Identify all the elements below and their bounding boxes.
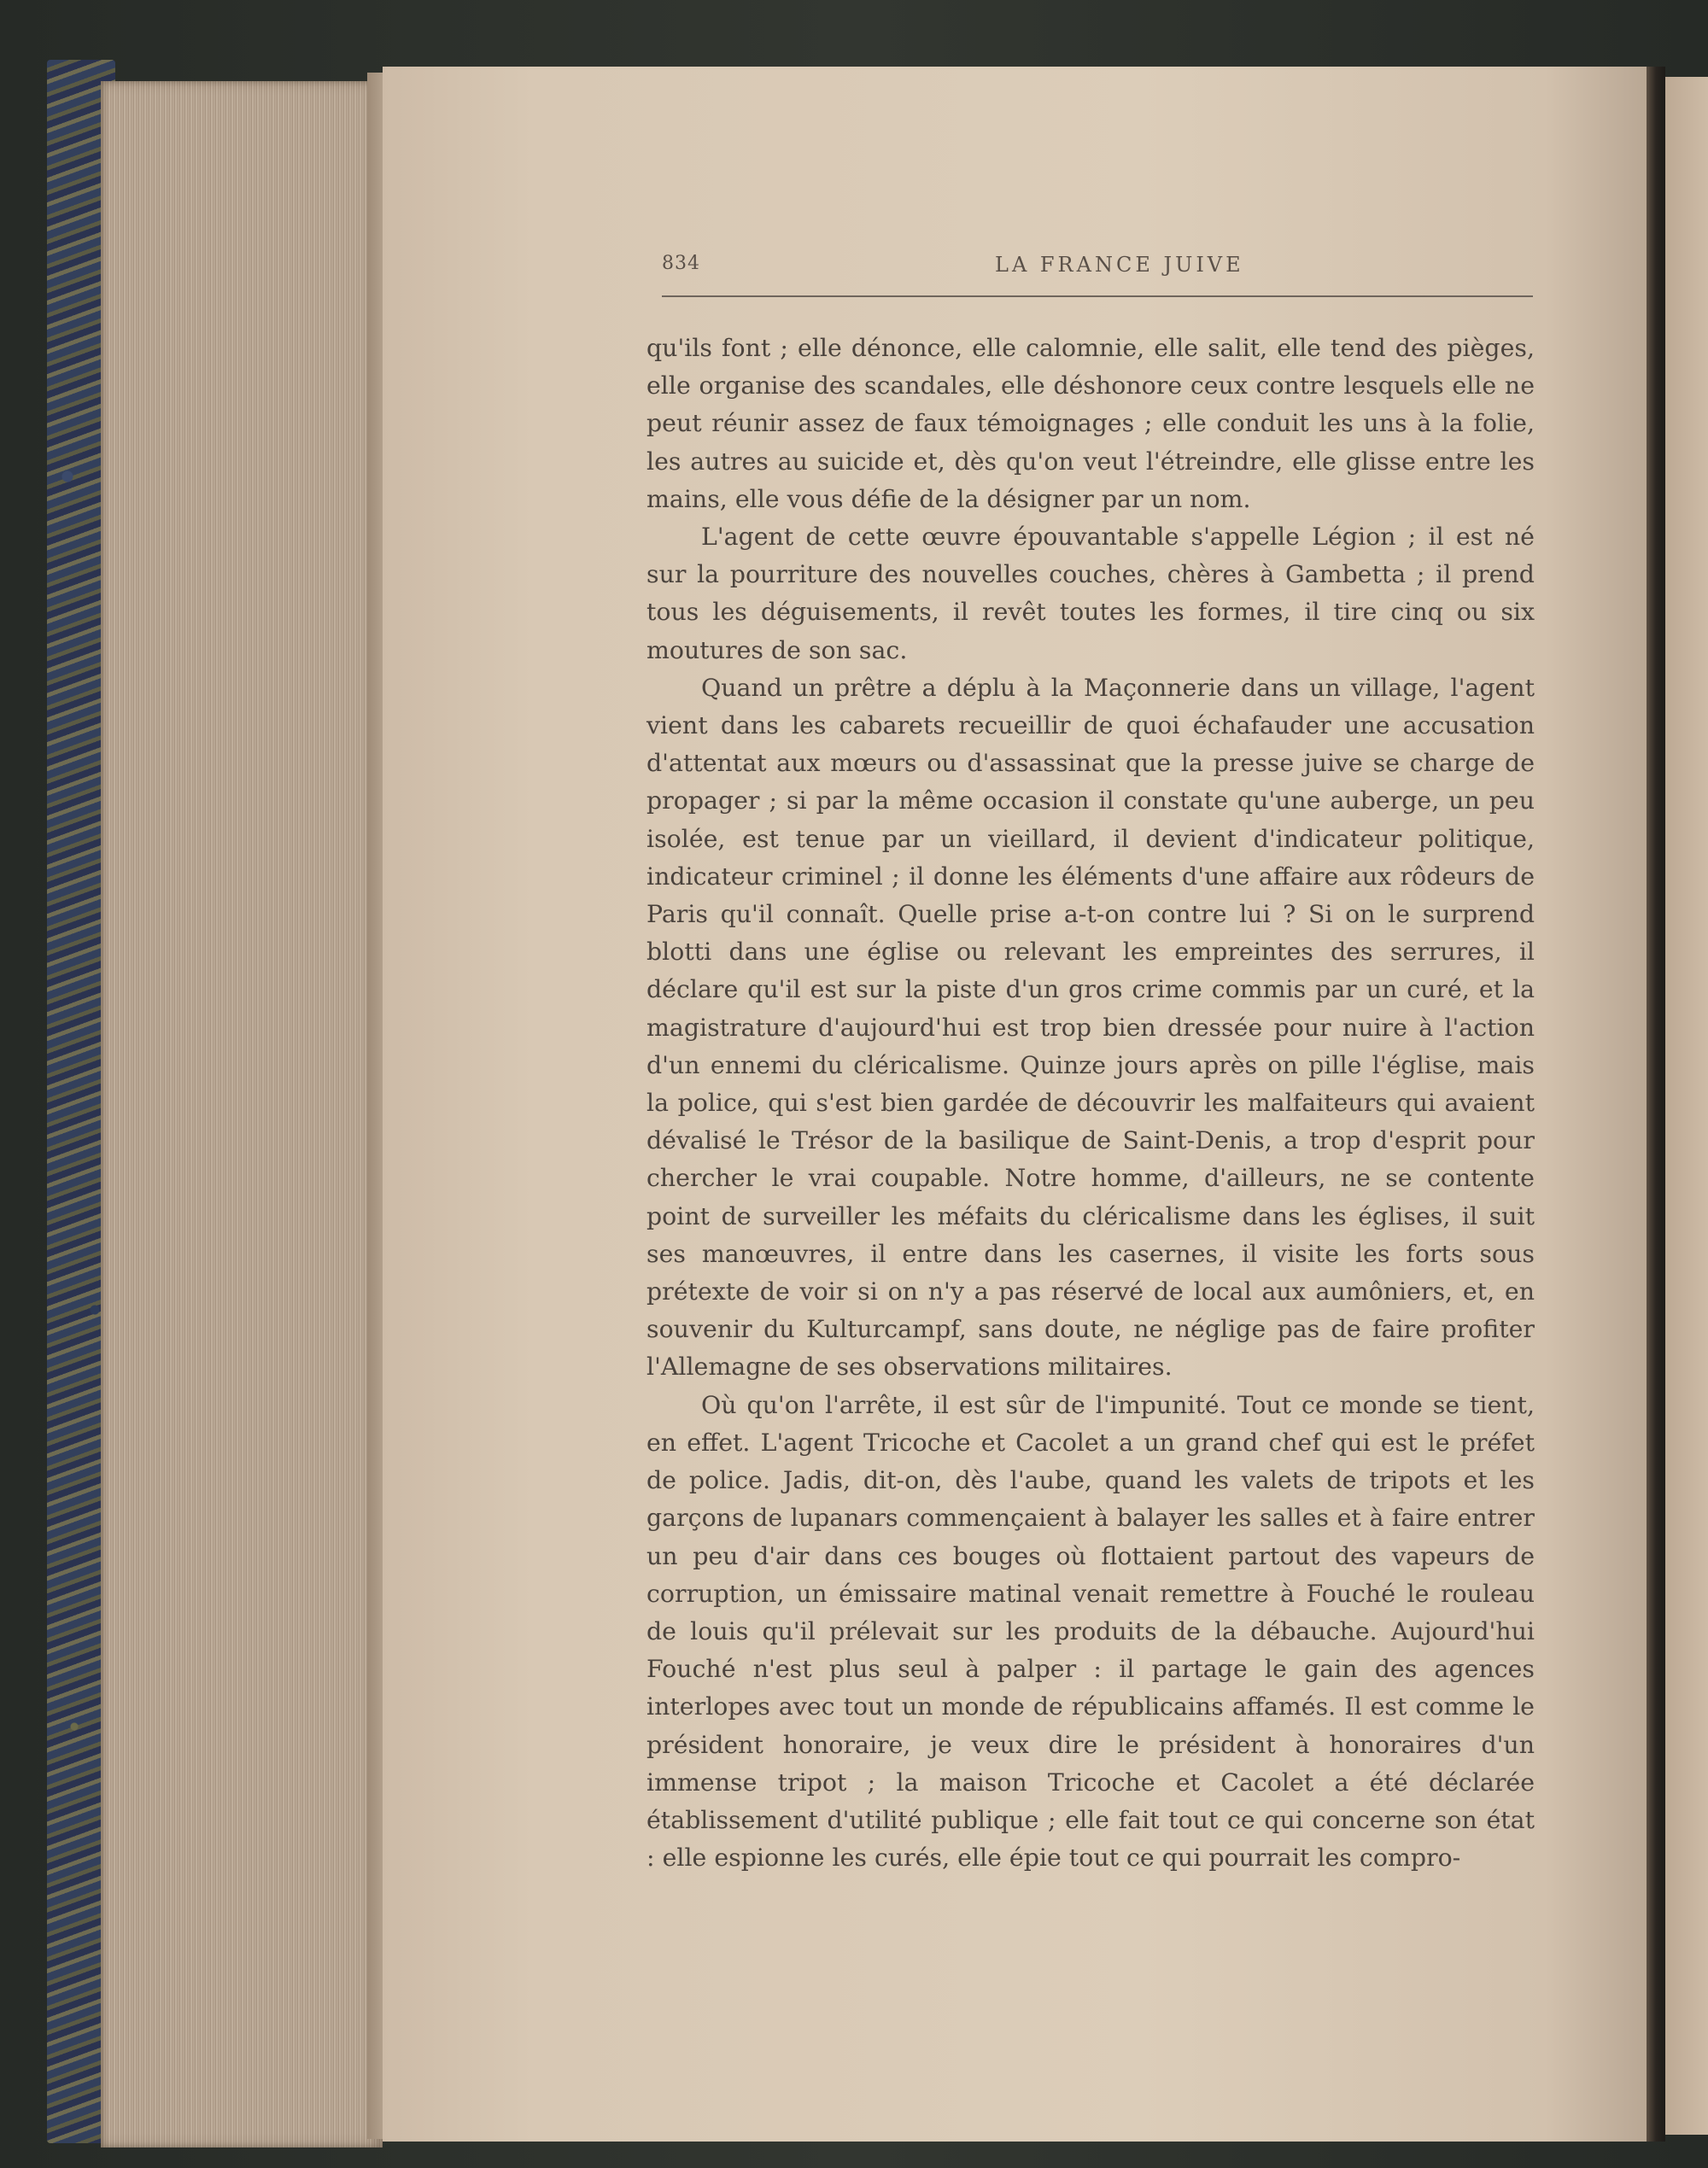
- paragraph: L'agent de cette œuvre épouvantable s'appelle Légion ; il est né sur la pourriture des nouvelles couches, chères à Gambetta ; il prend tous les déguisements, il revêt toutes les formes, il tire cinq ou six moutures de son sac.: [646, 523, 1535, 664]
- facing-page-edge: [1665, 77, 1708, 2135]
- page-number: 834: [662, 253, 700, 274]
- header-rule: [662, 295, 1533, 297]
- page-block-edges: [101, 81, 383, 2148]
- paragraph-continued: qu'ils font ; elle dénonce, elle calomnie, elle salit, elle tend des pièges, elle organise des scandales, elle déshonore ceux contre lesquels elle ne peut réunir assez de faux témoignages ; elle conduit les uns à la folie, les autres au suicide et, dès qu'on veut l'étreindre, elle glisse entre les mains, elle vous défie de la désigner par un nom.: [646, 334, 1535, 513]
- body-text: [646, 330, 1535, 1877]
- running-header: [662, 253, 1533, 287]
- page-fold-shadow: [1647, 67, 1665, 2142]
- paragraph: Quand un prêtre a déplu à la Maçonnerie dans un village, l'agent vient dans les cabarets recueillir de quoi échafauder une accusation d'attentat aux mœurs ou d'assassinat que la presse juive se charge de propager ; si par la même occasion il constate qu'une auberge, un peu isolée, est tenue par un vieillard, il devient d'indicateur politique, indicateur criminel ; il donne les éléments d'une affaire aux rôdeurs de Paris qu'il connaît. Quelle prise a-t-on contre lui ? Si on le surprend blotti dans une église ou relevant les empreintes des serrures, il déclare qu'il est sur la piste d'un gros crime commis par un curé, et la magistrature d'aujourd'hui est trop bien dressée pour nuire à l'action d'un ennemi du cléricalisme. Quinze jours après on pille l'église, mais la police, qui s'est bien gardée de découvrir les malfaiteurs qui avaient dévalisé le Trésor de la basilique de Saint-Denis, a trop d'esprit pour chercher le vrai coupable. Notre homme, d'ailleurs, ne se contente point de surveiller les méfaits du cléricalisme dans les églises, il suit ses manœuvres, il entre dans les casernes, il visite les forts sous prétexte de voir si on n'y a pas réservé de local aux aumôniers, et, en souvenir du Kulturcampf, sans doute, ne néglige pas de faire profiter l'Allemagne de ses observations militaires.: [646, 673, 1535, 1382]
- running-title: LA FRANCE JUIVE: [995, 253, 1244, 277]
- paragraph: Où qu'on l'arrête, il est sûr de l'impunité. Tout ce monde se tient, en effet. L'agent Tricoche et Cacolet a un grand chef qui est le préfet de police. Jadis, dit-on, dès l'aube, quand les valets de tripots et les garçons de lupanars commençaient à balayer les salles et à faire entrer un peu d'air dans ces bouges où flottaient partout des vapeurs de corruption, un émissaire matinal venait remettre à Fouché le rouleau de louis qu'il prélevait sur les produits de la débauche. Aujourd'hui Fouché n'est plus seul à palper : il partage le gain des agences interlopes avec tout un monde de républicains affamés. Il est comme le président honoraire, je veux dire le président à honoraires d'un immense tripot ; la maison Tricoche et Cacolet a été déclarée établissement d'utilité publique ; elle fait tout ce qui concerne son état : elle espionne les curés, elle épie tout ce qui pourrait les compro-: [646, 1390, 1535, 1873]
